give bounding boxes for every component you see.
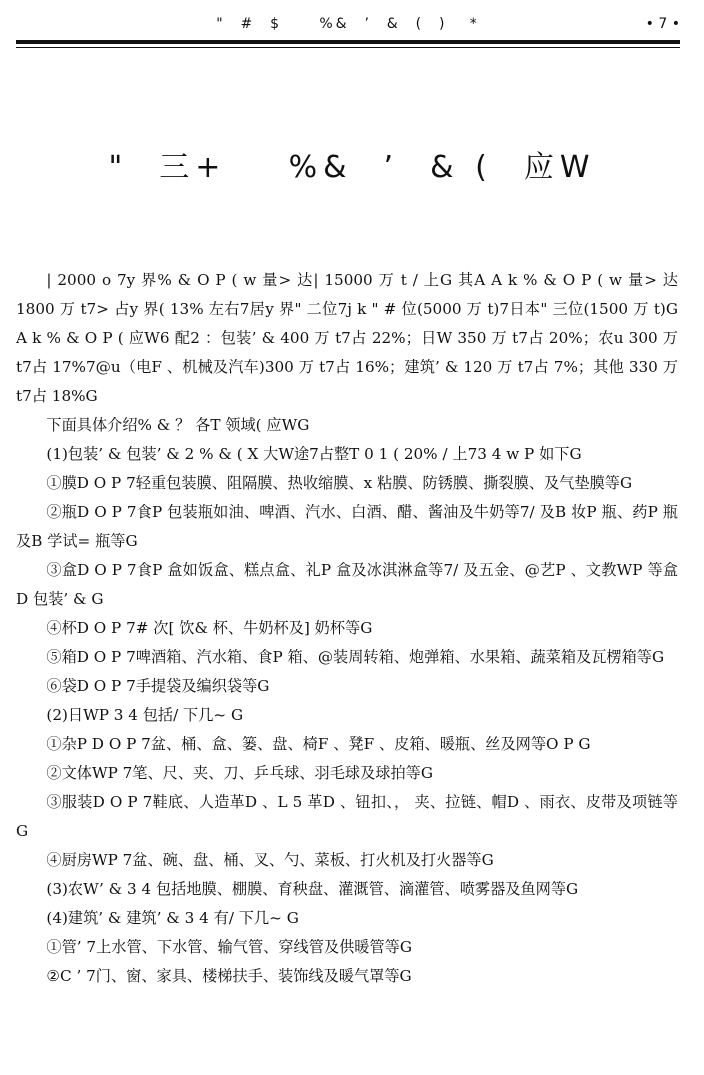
header-rule-thin [16,47,680,48]
article-body [16,266,678,991]
list-item: ④厨房WP 7盆、碗、盘、桶、叉、勺、菜板、打火机及打火器等G [46,851,494,869]
page-number: • 7 • [645,16,680,32]
list-item: ①膜D O P 7轻重包装膜、阻隔膜、热收缩膜、x 粘膜、防锈膜、撕裂膜、及气垫膜等G [46,474,633,492]
list-item: ④杯D O P 7# 次[ 饮& 杯、牛奶杯及] 奶杯等G [46,619,373,637]
journal-title: " # $ %& ’ & ( ) * [216,16,480,32]
list-item: ①杂P D O P 7盆、桶、盒、篓、盘、椅F 、凳F 、皮箱、暖瓶、丝及网等O P G [46,735,591,753]
header-rule-thick [16,40,680,44]
list-item: ②C ’ 7门、窗、家具、楼梯扶手、装饰线及暖气罩等G [46,967,412,985]
paragraph-overview: 下面具体介绍% & ？ 各T 领域( 应WG [46,416,310,434]
list-item: ③服装D O P 7鞋底、人造革D 、L 5 革D 、钮扣、， 夹、拉链、帽D 、雨衣、皮带及项链等G [16,793,678,840]
paragraph-agriculture: (3)农W’ & 3 4 包括地膜、棚膜、育秧盘、灌溉管、滴灌管、喷雾器及鱼网等G [46,880,579,898]
list-item: ⑤箱D O P 7啤酒箱、汽水箱、食P 箱、@装周转箱、炮弹箱、水果箱、蔬菜箱及瓦楞箱等G [46,648,665,666]
paragraph-daily-use: (2)日WP 3 4 包括/ 下几~ G [46,706,244,724]
article-title: " 三+ %& ’ & ( 应W [108,150,596,185]
list-item: ②瓶D O P 7食P 包装瓶如油、啤酒、汽水、白酒、醋、酱油及牛奶等7/ 及B 妆P 瓶、药P 瓶及B 学试= 瓶等G [16,503,678,550]
list-item: ①管’ 7上水管、下水管、输气管、穿线管及供暖管等G [46,938,412,956]
list-item: ③盒D O P 7食P 盒如饭盒、糕点盒、礼P 盒及冰淇淋盒等7/ 及五金、@艺P 、文教WP 等盒D 包装’ & G [16,561,678,608]
paragraph-packaging: (1)包装’ & 包装’ & 2 % & ( X 大W途7占整T 0 1 ( 20% / 上73 4 w P 如下G [46,445,582,463]
paragraph-construction: (4)建筑’ & 建筑’ & 3 4 有/ 下几~ G [46,909,299,927]
list-item: ⑥袋D O P 7手提袋及编织袋等G [46,677,270,695]
running-header [16,16,680,40]
list-item: ②文体WP 7笔、尺、夹、刀、乒乓球、羽毛球及球拍等G [46,764,433,782]
paragraph-intro: | 2000 o 7y 界% & O P ( w 量> 达| 15000 万 t / 上G 其A A k % & O P ( w 量> 达 1800 万 t7> 占y 界( 13% 左右7居y 界" 二位7j k " # 位(5000 万 t)7日本" 三位(1500 万 t)G A k % & O P ( 应W6 配2 ：包装’ & 400 万 t7占 22%；日W 350 万 t7占 20%；农u 300 万 t7占 17%7@u（电F 、机械及汽车)300 万 t7占 16%；建筑’ & 120 万 t7占 7%；其他 330 万 t7占 18%G [16,271,678,405]
